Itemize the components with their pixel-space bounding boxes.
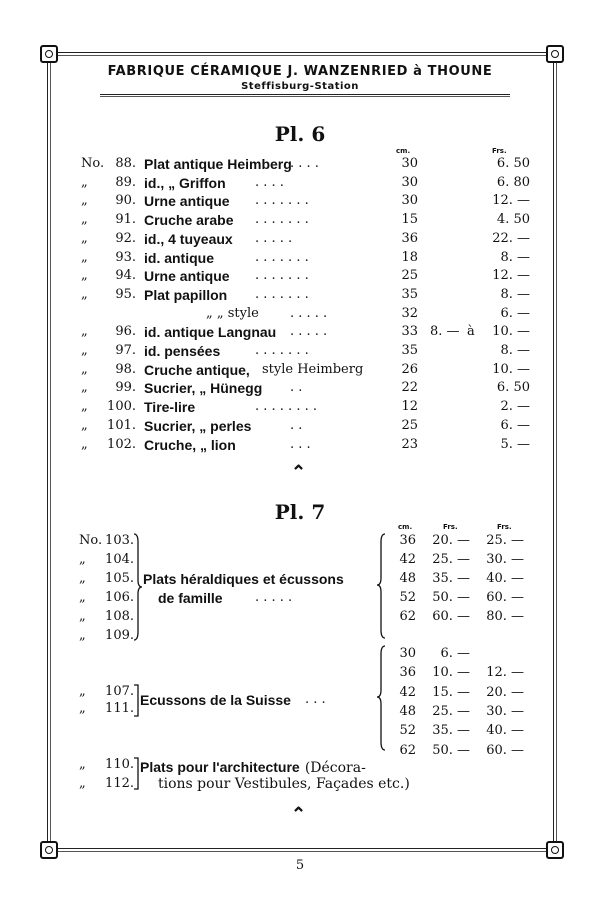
item-prefix: „ — [79, 552, 86, 567]
item-prefix: „ — [79, 571, 86, 586]
item-number: 88. — [115, 156, 136, 171]
leader-dots: . . . — [290, 436, 311, 452]
leader-dots: . . . . . — [255, 230, 293, 246]
item-description: Urne antique — [144, 193, 230, 210]
price-frs-1: 50. — — [432, 590, 470, 605]
group-2-description: Ecussons de la Suisse — [140, 692, 291, 708]
item-prefix: „ — [81, 324, 88, 340]
corner-ornament-icon — [546, 841, 564, 859]
item-prefix: „ — [81, 343, 88, 358]
plate-6-title: Pl. 6 — [274, 122, 326, 146]
size-cm: 32 — [401, 305, 418, 321]
size-cm: 36 — [401, 230, 418, 246]
item-number: 99. — [115, 380, 136, 396]
price-frs: 4. 50 — [496, 212, 530, 228]
price-row — [0, 399, 600, 418]
item-description: Cruche, „ lion — [144, 436, 236, 453]
item-number: 103. — [105, 533, 134, 548]
item-description: id. pensées — [144, 343, 221, 359]
price-frs-1: 6. — — [440, 646, 470, 661]
page-number: 5 — [295, 858, 305, 873]
price-frs-2: 60. — — [486, 742, 524, 758]
size-cm: 15 — [401, 212, 418, 228]
item-number: 110. — [105, 757, 134, 772]
item-description: id., „ Griffon — [144, 174, 226, 191]
price-row — [0, 418, 600, 437]
item-number: 94. — [115, 268, 136, 284]
price-frs: 5. — — [500, 436, 530, 452]
frame-top-border — [55, 52, 555, 56]
item-prefix: „ — [79, 776, 86, 791]
group-3-left-brace-icon — [132, 757, 142, 791]
item-prefix: „ — [81, 417, 88, 433]
size-cm: 22 — [401, 380, 418, 396]
price-frs: 6. — — [500, 305, 530, 321]
item-number: 106. — [105, 590, 134, 605]
price-frs-1: 20. — — [432, 533, 470, 548]
price-frs: 10. — — [492, 324, 530, 340]
price-row — [0, 590, 600, 609]
price-frs-1: 35. — — [432, 723, 470, 739]
price-frs: 8. — — [500, 343, 530, 358]
price-row — [0, 533, 600, 552]
price-row — [0, 212, 600, 231]
price-row — [0, 685, 600, 704]
price-frs-1: 50. — — [432, 742, 470, 758]
item-number: 101. — [107, 417, 136, 433]
size-cm: 30 — [401, 193, 418, 209]
item-description: Cruche antique, — [144, 361, 250, 378]
page-header-title: FABRIQUE CÉRAMIQUE J. WANZENRIED à THOUNE — [107, 64, 493, 79]
page-header-subtitle: Steffisburg-Station — [241, 81, 359, 92]
price-row — [0, 231, 600, 250]
item-style-note: „ „ style — [206, 305, 259, 321]
price-frs: 6. 50 — [496, 380, 530, 396]
price-frs-1: 10. — — [432, 665, 470, 681]
leader-dots: . . — [290, 380, 303, 396]
leader-dots: . . . . — [290, 156, 319, 171]
price-frs-2: 20. — — [486, 684, 524, 700]
item-prefix: „ — [81, 230, 88, 246]
size-cm: 48 — [399, 571, 416, 586]
item-prefix: „ — [79, 757, 86, 772]
price-frs: 6. — — [500, 417, 530, 433]
plate-7-title: Pl. 7 — [274, 500, 326, 524]
price-frs-1: 35. — — [432, 571, 470, 586]
item-description: Urne antique — [144, 268, 230, 285]
item-number: 100. — [107, 399, 136, 415]
item-number: 108. — [105, 609, 134, 624]
price-row — [0, 437, 600, 456]
plate-7-col-frs-1: Frs. — [443, 523, 458, 531]
price-from: 8. — — [430, 324, 460, 340]
size-cm: 62 — [399, 742, 416, 758]
corner-ornament-icon — [546, 45, 564, 63]
item-prefix: No. — [81, 156, 105, 171]
group-2-leader-dots: . . . — [305, 692, 326, 707]
price-frs: 2. — — [500, 399, 530, 415]
leader-dots: . . . . . . . — [255, 286, 309, 302]
item-number: 95. — [115, 286, 136, 302]
price-frs-2: 25. — — [486, 533, 524, 548]
price-range-word: à — [467, 324, 475, 340]
price-frs-1: 15. — — [432, 684, 470, 700]
item-description: Cruche arabe — [144, 212, 234, 229]
group-1-leader-dots: . . . . . — [255, 590, 293, 605]
size-cm: 36 — [399, 533, 416, 548]
size-cm: 36 — [399, 665, 416, 681]
plate-6-col-frs: Frs. — [492, 147, 507, 155]
leader-dots: . . . . . . . — [255, 212, 309, 228]
item-style-note: style Heimberg — [262, 361, 364, 377]
price-frs-2: 80. — — [486, 609, 524, 624]
leader-dots: . . — [290, 417, 303, 433]
item-prefix: „ — [81, 380, 88, 396]
ornament-icon: ⌃ — [291, 462, 307, 483]
price-frs: 6. 50 — [496, 156, 530, 171]
item-number: 91. — [115, 212, 136, 228]
group-1-description-line-1: Plats héraldiques et écussons — [143, 571, 344, 587]
size-cm: 26 — [401, 361, 418, 377]
item-number: 111. — [105, 701, 134, 716]
size-cm: 25 — [401, 268, 418, 284]
leader-dots: . . . . . — [290, 324, 328, 340]
price-frs: 12. — — [492, 193, 530, 209]
size-cm: 48 — [399, 703, 416, 719]
size-cm: 52 — [399, 723, 416, 739]
price-frs-1: 60. — — [432, 609, 470, 624]
group-3-description-plain: (Décora- — [304, 760, 366, 776]
item-prefix: „ — [79, 628, 86, 643]
price-row — [0, 287, 600, 306]
item-number-row — [0, 628, 600, 647]
size-cm: 30 — [401, 156, 418, 171]
item-prefix: „ — [81, 361, 88, 377]
item-prefix: „ — [81, 249, 88, 265]
item-prefix: „ — [81, 268, 88, 284]
leader-dots: . . . . — [255, 174, 284, 190]
price-frs: 6. 80 — [496, 174, 530, 190]
group-1-right-brace-icon — [375, 532, 387, 640]
ornament-icon: ⌃ — [291, 804, 307, 825]
price-row — [0, 156, 600, 175]
item-description: Sucrier, „ Hünegg — [144, 380, 263, 397]
size-cm: 33 — [401, 324, 418, 340]
price-row — [0, 250, 600, 269]
item-number: 90. — [115, 193, 136, 209]
item-number: 98. — [115, 361, 136, 377]
size-cm: 35 — [401, 286, 418, 302]
price-frs-2: 30. — — [486, 703, 524, 719]
group-1-description-line-2: de famille — [158, 590, 223, 606]
item-description: id. antique — [144, 249, 214, 266]
price-row — [0, 665, 600, 684]
price-row — [0, 306, 600, 325]
item-prefix: „ — [79, 684, 86, 699]
price-frs: 12. — — [492, 268, 530, 284]
plate-6-col-cm: cm. — [396, 147, 411, 155]
plate-7-col-cm: cm. — [398, 523, 413, 531]
group-3-description-bold: Plats pour l'architecture — [140, 759, 300, 775]
corner-ornament-icon — [40, 45, 58, 63]
item-description: id., 4 tuyeaux — [144, 230, 233, 247]
price-row — [0, 380, 600, 399]
item-number: 97. — [115, 343, 136, 358]
leader-dots: . . . . . . . — [255, 249, 309, 265]
plate-7-col-frs-2: Frs. — [497, 523, 512, 531]
price-row — [0, 646, 600, 665]
price-frs-1: 25. — — [432, 703, 470, 719]
leader-dots: . . . . . — [290, 305, 328, 321]
price-frs-2: 40. — — [486, 723, 524, 739]
group-1-left-brace-icon — [132, 532, 144, 642]
item-prefix: „ — [79, 701, 86, 716]
price-row — [0, 268, 600, 287]
item-number: 102. — [107, 436, 136, 452]
size-cm: 35 — [401, 343, 418, 358]
item-description: Sucrier, „ perles — [144, 417, 252, 434]
price-frs-2: 12. — — [486, 665, 524, 681]
group-3-description-line-1 — [140, 757, 366, 776]
item-prefix: „ — [81, 212, 88, 228]
item-number: 105. — [105, 571, 134, 586]
item-description: Tire-lire — [144, 399, 196, 416]
item-number: 93. — [115, 249, 136, 265]
group-2-right-brace-icon — [375, 644, 387, 752]
item-number: 112. — [105, 776, 134, 791]
corner-ornament-icon — [40, 841, 58, 859]
price-row — [0, 552, 600, 571]
item-prefix: „ — [79, 590, 86, 605]
price-row — [0, 343, 600, 362]
size-cm: 18 — [401, 249, 418, 265]
item-number: 96. — [115, 324, 136, 340]
item-number: 104. — [105, 552, 134, 567]
item-prefix: No. — [79, 533, 103, 548]
price-frs-2: 40. — — [486, 571, 524, 586]
item-prefix: „ — [81, 174, 88, 190]
price-row — [0, 723, 600, 742]
item-description: id. antique Langnau — [144, 324, 277, 341]
item-number: 89. — [115, 174, 136, 190]
price-frs-2: 30. — — [486, 552, 524, 567]
size-cm: 42 — [399, 552, 416, 567]
price-frs: 8. — — [500, 286, 530, 302]
price-row — [0, 175, 600, 194]
price-row — [0, 609, 600, 628]
group-2-left-brace-icon — [132, 684, 142, 718]
size-cm: 25 — [401, 417, 418, 433]
price-row — [0, 324, 600, 343]
item-prefix: „ — [81, 193, 88, 209]
size-cm: 12 — [401, 399, 418, 415]
size-cm: 30 — [401, 174, 418, 190]
item-number: 107. — [105, 684, 134, 699]
item-description: Plat papillon — [144, 286, 228, 303]
price-frs: 10. — — [492, 361, 530, 377]
item-prefix: „ — [79, 609, 86, 624]
price-row — [0, 704, 600, 723]
price-frs-1: 25. — — [432, 552, 470, 567]
leader-dots: . . . . . . . — [255, 193, 309, 209]
price-row — [0, 193, 600, 212]
item-number: 109. — [105, 628, 134, 643]
item-number: 92. — [115, 230, 136, 246]
item-description: Plat antique Heimberg — [144, 156, 292, 172]
size-cm: 30 — [399, 646, 416, 661]
size-cm: 23 — [401, 436, 418, 452]
frame-bottom-border — [55, 848, 555, 852]
price-frs: 8. — — [500, 249, 530, 265]
price-frs-2: 60. — — [486, 590, 524, 605]
size-cm: 62 — [399, 609, 416, 624]
item-prefix: „ — [81, 399, 88, 415]
leader-dots: . . . . . . . — [255, 268, 309, 284]
header-rule — [100, 94, 510, 97]
size-cm: 42 — [399, 684, 416, 700]
price-row — [0, 362, 600, 381]
group-3-description-line-2: tions pour Vestibules, Façades etc.) — [158, 776, 410, 792]
leader-dots: . . . . . . . — [255, 343, 309, 358]
price-frs: 22. — — [492, 230, 530, 246]
size-cm: 52 — [399, 590, 416, 605]
item-prefix: „ — [81, 286, 88, 302]
item-prefix: „ — [81, 436, 88, 452]
leader-dots: . . . . . . . . — [255, 399, 317, 415]
